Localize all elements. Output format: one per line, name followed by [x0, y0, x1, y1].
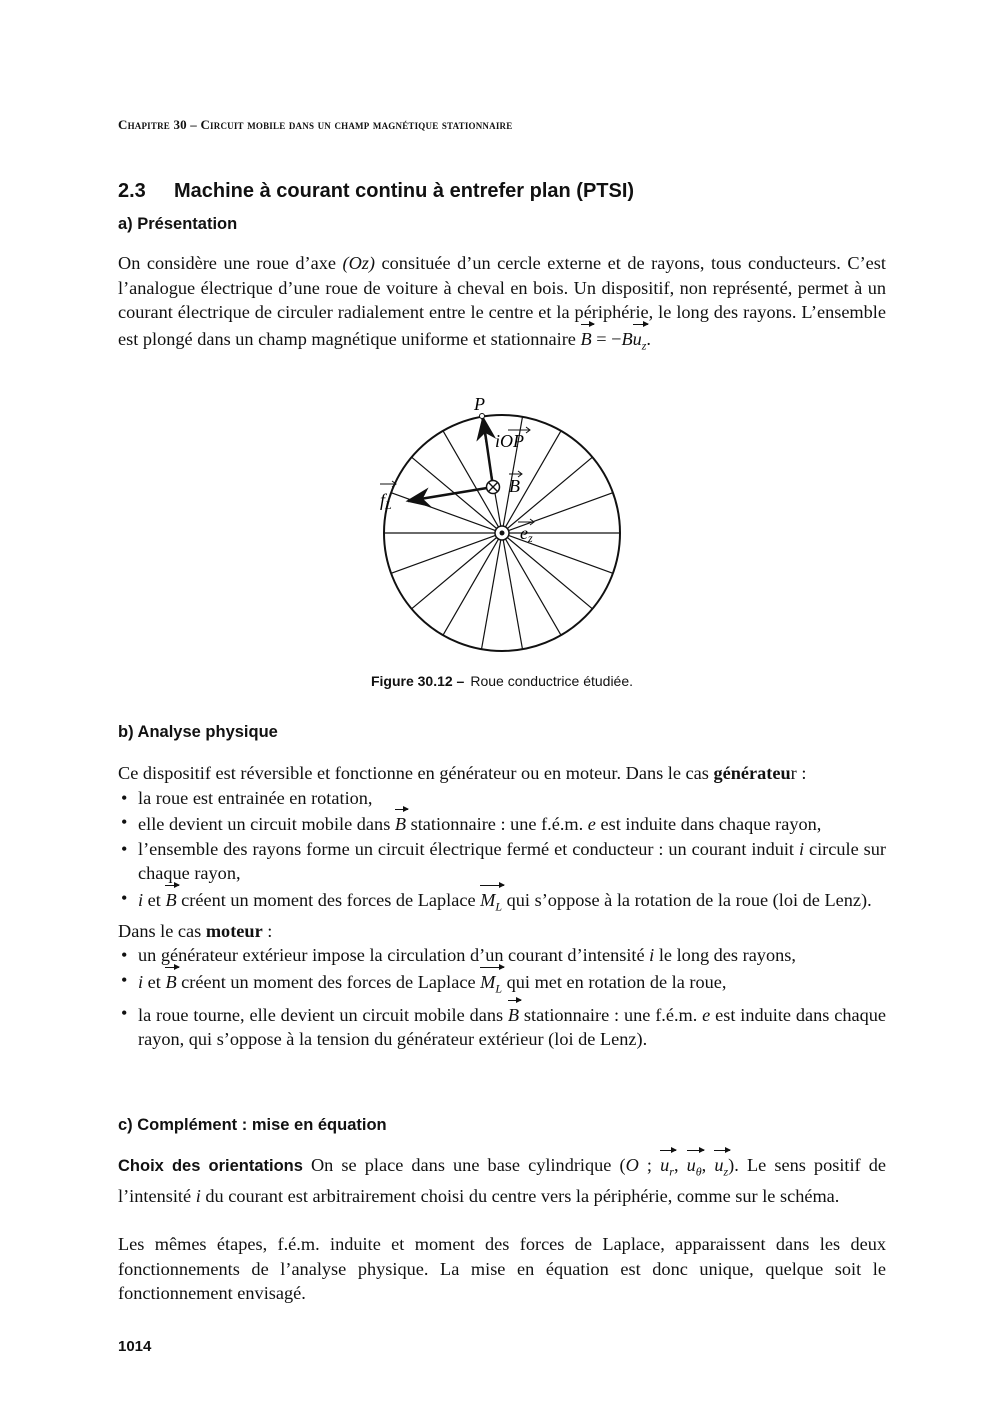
spoke [506, 539, 562, 635]
subsection-c-heading: c) Complément : mise en équation [118, 1116, 387, 1134]
paragraph-equation [118, 1232, 886, 1306]
text-run: , [673, 1155, 687, 1175]
text-run: et [143, 971, 166, 992]
math-symbol: B [621, 328, 633, 349]
wheel-figure [360, 388, 650, 668]
bold-term: générateu [713, 763, 791, 783]
text-run: On se place dans une base cylindrique ( [310, 1155, 626, 1175]
page-number: 1014 [118, 1338, 152, 1355]
spoke [391, 535, 495, 573]
text-run: le long des rayons, [654, 945, 796, 966]
math-symbol: i [138, 889, 144, 910]
text-run: ). Le sens positif de l’intensité [118, 1155, 887, 1207]
text-run: créent un moment des forces de Laplace [176, 971, 481, 992]
paragraph-generator-intro [118, 761, 886, 786]
caption-number: Figure 30.12 – [370, 673, 465, 689]
vector-symbol: $u_z$ [633, 325, 647, 358]
text-run: ; [638, 1155, 661, 1175]
section-heading [118, 180, 886, 203]
vector-symbol: $u_z$ [714, 1151, 728, 1184]
vector-symbol: $M_L$ [480, 886, 502, 919]
generator-list [118, 786, 886, 919]
vector-symbol: B [165, 968, 176, 995]
text-run: qui met en rotation de la roue, [502, 971, 727, 992]
text-run: Les mêmes étapes, f.é.m. induite et moment des forces de Laplace, apparaissent dans les deux fonctionnements de l’analyse physique. La mise en équation est donc unique, quelque soit le fonctionnement envisagé. [118, 1234, 886, 1303]
text-run: et [143, 889, 166, 910]
vector-symbol: $M_L$ [480, 968, 502, 1001]
subsection-b-heading: b) Analyse physique [118, 723, 278, 741]
text-run: consituée d’un cercle externe et de rayons, tous conducteurs. C’est l’analogue électrique d’une roue de voiture à cheval en bois. Un dispositif, non représenté, permet à un courant électrique de circuler radialement entre le centre et la périphérie, le long des rayons. L’ensemble est plongé dans un champ magnétique uniforme et stationnaire [118, 253, 886, 349]
text-run: Dans le cas [118, 920, 206, 941]
running-header [118, 117, 886, 133]
label-fl: fL [380, 490, 392, 512]
analysis-block [118, 761, 886, 1052]
text-run: qui s’oppose à la rotation de la roue (loi de Lenz). [502, 889, 872, 910]
text-run: du courant est arbitrairement choisi du centre vers la périphérie, comme sur le schéma. [200, 1186, 840, 1207]
label-b: B [509, 476, 520, 496]
vector-symbol: B [165, 886, 176, 913]
spoke [412, 537, 497, 608]
math-symbol: e [702, 1004, 711, 1025]
list-item [118, 886, 886, 919]
paragraph-motor-intro [118, 919, 886, 944]
section-title: Machine à courant continu à entrefer plan (PTSI) [174, 180, 635, 202]
text-run: Ce dispositif est réversible et fonctionne en générateur ou en moteur. Dans le cas [118, 763, 714, 783]
list-item [118, 837, 886, 886]
vector-symbol: B [581, 325, 592, 352]
text-run: un générateur extérieur impose la circulation d’un courant d’intensité [138, 945, 650, 966]
list-item [118, 810, 886, 837]
math-symbol: i [195, 1186, 201, 1207]
text-run: . [646, 328, 651, 349]
run-in-heading: Choix des orientations [118, 1157, 303, 1175]
current-vector-arrow [483, 418, 493, 487]
spoke [391, 493, 495, 531]
math-symbol: i [649, 945, 655, 966]
subsection-a-heading: a) Présentation [118, 215, 238, 233]
list-item [118, 968, 886, 1001]
math-symbol: O [625, 1155, 639, 1175]
spoke [443, 539, 499, 635]
list-item [118, 1001, 886, 1052]
math-symbol: e [587, 814, 596, 834]
text-run: : [262, 920, 273, 941]
text-run: , [701, 1155, 715, 1175]
list-item [118, 786, 886, 811]
spoke [443, 431, 499, 527]
text-run: = − [591, 328, 622, 349]
spoke [482, 540, 501, 649]
label-p: P [474, 394, 485, 414]
text-run: r : [790, 763, 807, 783]
spoke [507, 537, 592, 608]
chapter-title: Circuit mobile dans un champ magnétique stationnaire [200, 117, 513, 132]
vector-symbol: B [395, 810, 406, 837]
motor-list [118, 943, 886, 1052]
text-run: On considère une roue d’axe [118, 253, 343, 273]
vector-symbol: B [508, 1001, 519, 1028]
text-run: l’ensemble des rayons forme un circuit électrique fermé et conducteur : un courant induit [138, 838, 799, 859]
vector-symbol: $u_r$ [660, 1151, 674, 1184]
text-run: créent un moment des forces de Laplace [176, 889, 481, 910]
vector-symbol: $u_\theta$ [687, 1151, 702, 1184]
math-symbol: i [138, 971, 144, 992]
label-iop: iOP [495, 431, 524, 451]
text-run: est induite dans chaque rayon, qui s’oppose à la tension du générateur extérieur (loi de Lenz). [138, 1004, 886, 1050]
text-run: est induite dans chaque rayon, [595, 814, 822, 834]
label-ez: ez [520, 523, 533, 545]
bold-term: moteur [205, 920, 263, 941]
text-run: la roue est entrainée en rotation, [138, 787, 373, 808]
point-p [480, 414, 485, 419]
text-run: stationnaire : une f.é.m. [519, 1004, 703, 1025]
figure-caption [0, 673, 1004, 689]
chapter-label: Chapitre 30 – [118, 117, 197, 132]
section-number: 2.3 [118, 180, 146, 202]
math-symbol: i [798, 838, 805, 859]
math-symbol: (Oz) [342, 253, 376, 273]
text-run: stationnaire : une f.é.m. [406, 814, 588, 834]
paragraph-orientations [118, 1151, 886, 1209]
paragraph-presentation [118, 251, 886, 358]
text-run: circule sur chaque rayon, [138, 838, 886, 883]
text-run: la roue tourne, elle devient un circuit mobile dans [138, 1004, 508, 1025]
caption-text: Roue conductrice étudiée. [470, 673, 634, 689]
spoke [503, 540, 522, 649]
text-run: elle devient un circuit mobile dans [138, 814, 395, 834]
laplace-force-arrow [408, 488, 487, 501]
spoke [507, 457, 592, 528]
